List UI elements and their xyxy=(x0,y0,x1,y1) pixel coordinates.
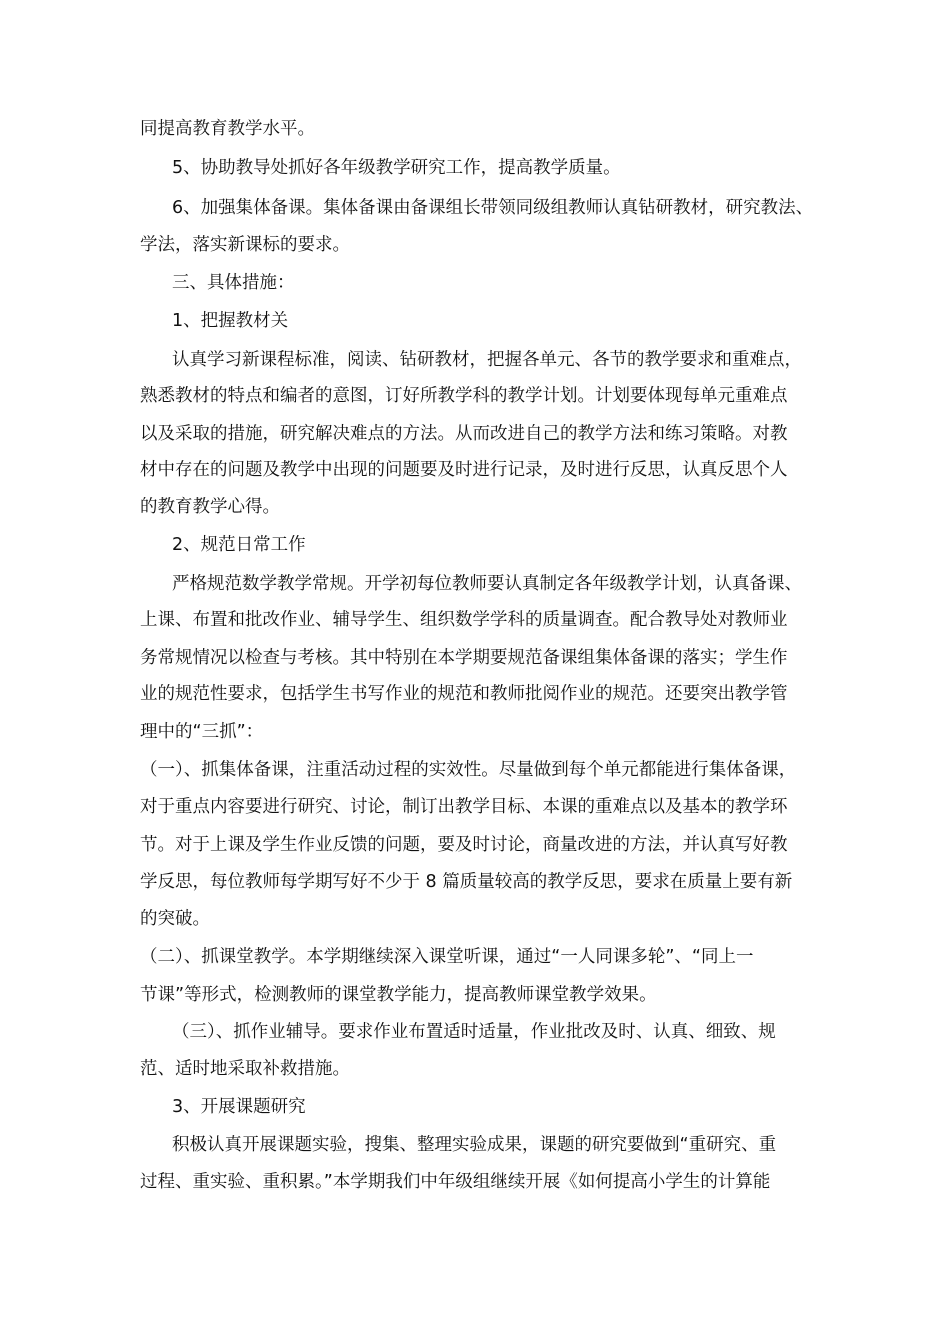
item-one-line: 对于重点内容要进行研究、讨论，制订出教学目标、本课的重难点以及基本的教学环 xyxy=(140,797,788,817)
item-one-line: 节。对于上课及学生作业反馈的问题，要及时讨论，商量改进的方法，并认真写好教 xyxy=(140,835,788,855)
item-two-line: 节课”等形式，检测教师的课堂教学能力，提高教师课堂教学效果。 xyxy=(140,985,657,1005)
item-one-line: 的突破。 xyxy=(140,909,210,929)
item-three-line: 范、适时地采取补救措施。 xyxy=(140,1059,350,1079)
item-three-line: （三）、抓作业辅导。要求作业布置适时适量，作业批改及时、认真、细致、规 xyxy=(172,1022,776,1042)
text-line: 学法，落实新课标的要求。 xyxy=(140,235,350,255)
paragraph-2-line: 上课、布置和批改作业、辅导学生、组织数学学科的质量调查。配合教导处对教师业 xyxy=(140,610,788,630)
section-heading-3: 三、具体措施： xyxy=(172,273,295,293)
paragraph-1-line: 的教育教学心得。 xyxy=(140,497,280,517)
list-item-5: 5、协助教导处抓好各年级教学研究工作，提高教学质量。 xyxy=(172,158,621,178)
text-line-continuation: 同提高教育教学水平。 xyxy=(140,119,315,139)
paragraph-2-line: 务常规情况以检查与考核。其中特别在本学期要规范备课组集体备课的落实；学生作 xyxy=(140,648,788,668)
paragraph-1-line: 熟悉教材的特点和编者的意图，订好所教学科的教学计划。计划要体现每单元重难点 xyxy=(140,386,788,406)
paragraph-2-line: 理中的“三抓”： xyxy=(140,722,264,742)
paragraph-2-line: 严格规范数学教学常规。开学初每位教师要认真制定各年级教学计划，认真备课、 xyxy=(172,574,802,594)
paragraph-3-line: 过程、重实验、重积累。”本学期我们中年级组继续开展《如何提高小学生的计算能 xyxy=(140,1172,771,1192)
item-one-line: （一）、抓集体备课，注重活动过程的实效性。尽量做到每个单元都能进行集体备课， xyxy=(140,760,797,780)
paragraph-1-line: 认真学习新课程标准，阅读、钻研教材，把握各单元、各节的教学要求和重难点， xyxy=(172,350,802,370)
item-two-line: （二）、抓课堂教学。本学期继续深入课堂听课，通过“一人同课多轮”、“同上一 xyxy=(140,947,754,967)
paragraph-2-line: 业的规范性要求，包括学生书写作业的规范和教师批阅作业的规范。还要突出教学管 xyxy=(140,684,788,704)
paragraph-3-line: 积极认真开展课题实验，搜集、整理实验成果，课题的研究要做到“重研究、重 xyxy=(172,1135,777,1155)
paragraph-1-line: 以及采取的措施，研究解决难点的方法。从而改进自己的教学方法和练习策略。对教 xyxy=(140,424,788,444)
paragraph-1-line: 材中存在的问题及教学中出现的问题要及时进行记录，及时进行反思，认真反思个人 xyxy=(140,460,788,480)
subheading-1: 1、把握教材关 xyxy=(172,311,289,331)
list-item-6: 6、加强集体备课。集体备课由备课组长带领同级组教师认真钻研教材，研究教法、 xyxy=(172,198,814,218)
subheading-3: 3、开展课题研究 xyxy=(172,1097,306,1117)
item-one-line: 学反思，每位教师每学期写好不少于 8 篇质量较高的教学反思，要求在质量上要有新 xyxy=(140,872,793,892)
subheading-2: 2、规范日常工作 xyxy=(172,535,306,555)
